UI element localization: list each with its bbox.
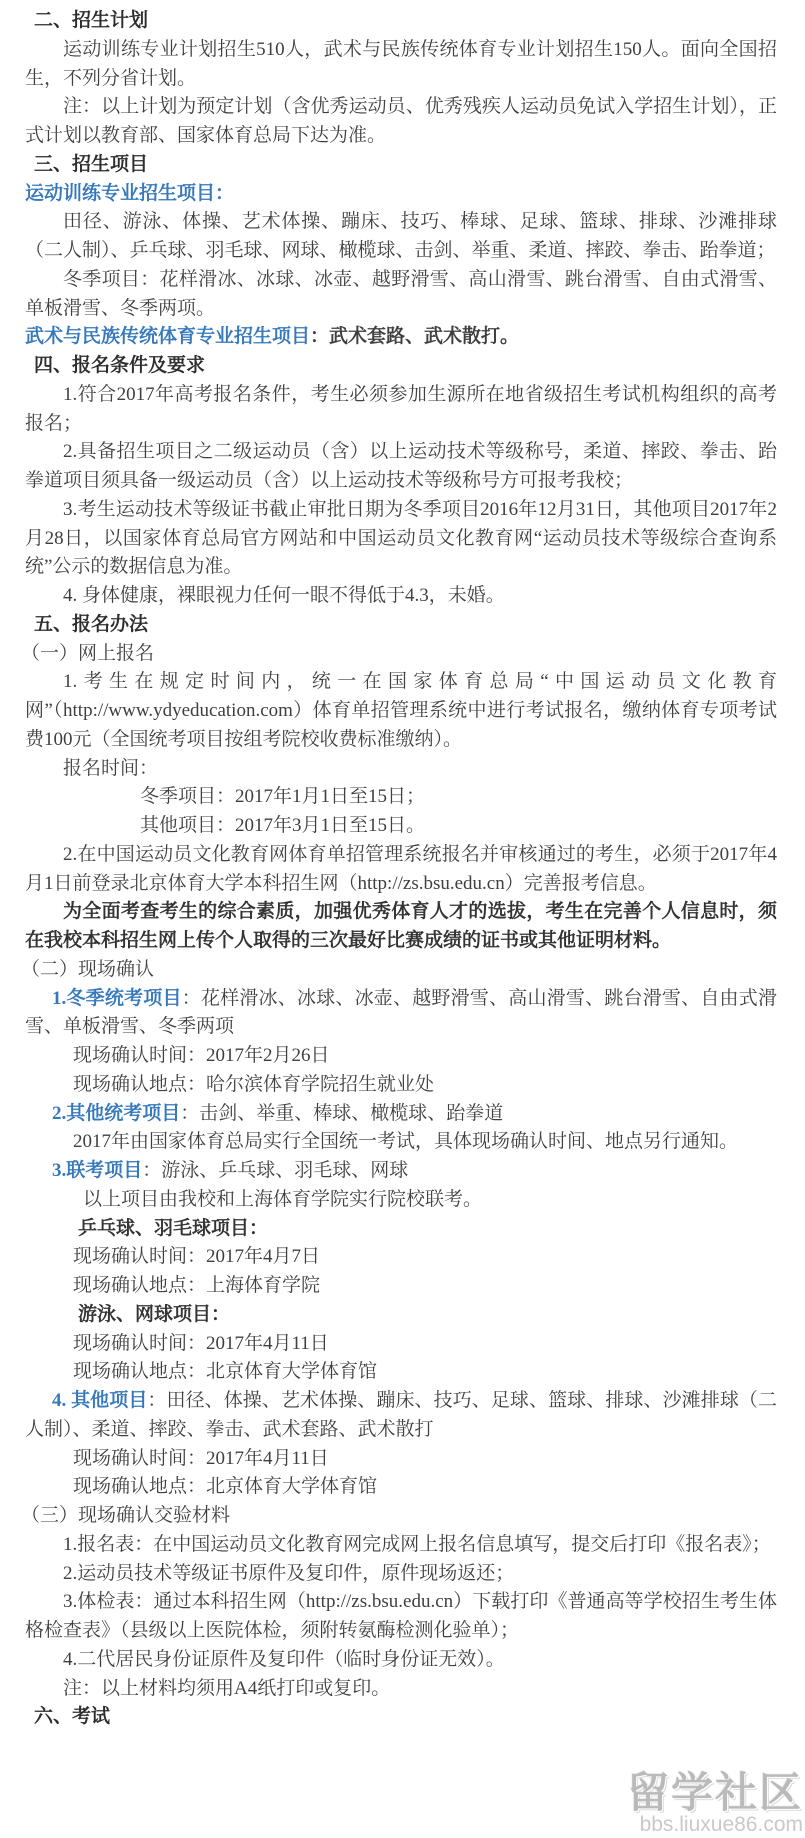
highlighted-text: 武术与民族传统体育专业招生项目	[25, 326, 311, 348]
text-run: （二）现场确认	[21, 958, 155, 980]
text-run: 运动训练专业计划招生510人，武术与民族传统体育专业计划招生150人。面向全国招生，不列分省计划。	[25, 38, 777, 89]
date-line	[140, 783, 777, 812]
text-run: ：击剑、举重、棒球、橄榄球、跆拳道	[180, 1102, 504, 1124]
highlighted-text: 1.冬季统考项目	[52, 987, 182, 1009]
confirm-line	[73, 1473, 777, 1502]
text-run: 冬季项目：2017年1月1日至15日；	[140, 786, 426, 808]
paragraph	[25, 266, 777, 324]
text-run: 游泳、网球项目：	[78, 1303, 231, 1325]
text-run: 报名时间：	[63, 757, 159, 779]
text-run: 其他项目：2017年3月1日至15日。	[140, 815, 426, 836]
section-heading	[34, 352, 777, 381]
text-run: 四、报名条件及要求	[34, 355, 206, 376]
text-run: 以上项目由我校和上海体育学院实行院校联考。	[83, 1188, 483, 1210]
text-run: 2.运动员技术等级证书原件及复印件，原件现场返还；	[63, 1562, 515, 1584]
numbered-item	[25, 1157, 777, 1186]
text-run: 现场确认时间：2017年4月7日	[73, 1246, 321, 1268]
text-run: （三）现场确认交验材料	[21, 1505, 231, 1526]
paragraph	[25, 93, 777, 151]
text-run: 五、报名办法	[34, 613, 149, 635]
text-run: （一）网上报名	[21, 642, 155, 664]
confirm-line	[73, 1358, 777, 1387]
numbered-item	[25, 1100, 777, 1129]
paragraph	[25, 496, 777, 582]
text-run: 1.考生在规定时间内，统一在国家体育总局“中国运动员文化教育网”（http://www.ydyeducation.com）体育单招管理系统中进行考试报名，缴纳体育专项考试费100元（全国统考项目按组考院校收费标准缴纳）。	[25, 671, 777, 750]
text-run: 冬季项目：花样滑冰、冰球、冰壶、越野滑雪、高山滑雪、跳台滑雪、自由式滑雪、单板滑雪、冬季两项。	[25, 268, 777, 319]
text-run: 4.二代居民身份证原件及复印件（临时身份证无效）。	[63, 1648, 505, 1670]
text-run: ：花样滑冰、冰球、冰壶、越野滑雪、高山滑雪、跳台滑雪、自由式滑雪、单板滑雪、冬季两项	[25, 987, 777, 1038]
confirm-line	[73, 1445, 777, 1474]
text-run: 3.体检表：通过本科招生网（http://zs.bsu.edu.cn）下载打印《普通高等学校招生考生体格检查表》（县级以上医院体检，须附转氨酶检测化验单）；	[25, 1591, 777, 1641]
paragraph	[25, 36, 777, 94]
numbered-item	[25, 1387, 777, 1445]
paragraph	[83, 1186, 777, 1215]
text-run: 1.报名表：在中国运动员文化教育网完成网上报名信息填写，提交后打印《报名表》；	[63, 1533, 771, 1555]
notice-paragraph	[25, 898, 777, 956]
text-run: 现场确认地点：上海体育学院	[73, 1275, 321, 1296]
paragraph	[25, 438, 777, 496]
sub-heading	[21, 640, 777, 669]
paragraph	[25, 1560, 777, 1589]
section-heading	[34, 611, 777, 640]
text-run: 现场确认地点：北京体育大学体育馆	[73, 1361, 378, 1383]
confirm-line	[73, 1272, 777, 1301]
text-run: 三、招生项目	[34, 153, 149, 175]
section-heading	[34, 1703, 777, 1732]
paragraph	[25, 1531, 777, 1560]
sub-heading	[21, 956, 777, 985]
event-subheading	[78, 1215, 777, 1244]
text-run: 二、招生计划	[34, 10, 149, 31]
subsection-heading	[25, 180, 777, 209]
text-run: 现场确认时间：2017年2月26日	[73, 1045, 330, 1066]
watermark	[626, 1769, 803, 1836]
text-run: 4. 身体健康，裸眼视力任何一眼不得低于4.3，未婚。	[63, 585, 505, 606]
date-line	[140, 812, 777, 841]
text-run: 注：以上计划为预定计划（含优秀运动员、优秀残疾人运动员免试入学招生计划），正式计划以教育部、国家体育总局下达为准。	[25, 96, 777, 146]
text-run: ：武术套路、武术散打。	[310, 326, 520, 348]
confirm-line	[73, 1243, 777, 1272]
paragraph	[25, 1646, 777, 1675]
text-run: 现场确认地点：北京体育大学体育馆	[73, 1476, 378, 1498]
paragraph	[25, 755, 777, 784]
section-heading	[34, 7, 777, 36]
confirm-line	[73, 1330, 777, 1359]
text-run: 田径、游泳、体操、艺术体操、蹦床、技巧、棒球、足球、篮球、排球、沙滩排球（二人制）、乒乓球、羽毛球、网球、橄榄球、击剑、举重、柔道、摔跤、拳击、跆拳道；	[25, 211, 777, 261]
text-run: 注：以上材料均须用A4纸打印或复印。	[63, 1677, 391, 1699]
highlighted-text: 2.其他统考项目	[52, 1102, 181, 1124]
text-run: 现场确认时间：2017年4月11日	[73, 1447, 329, 1469]
text-run: 2017年由国家体育总局实行全国统一考试，具体现场确认时间、地点另行通知。	[73, 1131, 739, 1153]
text-run: 现场确认地点：哈尔滨体育学院招生就业处	[73, 1073, 435, 1095]
paragraph	[25, 668, 777, 754]
text-run: ：田径、体操、艺术体操、蹦床、技巧、足球、篮球、排球、沙滩排球（二人制）、柔道、摔跤、拳击、武术套路、武术散打	[25, 1390, 777, 1440]
numbered-item	[25, 985, 777, 1043]
subsection-heading	[25, 323, 777, 352]
text-run: ：游泳、乒乓球、羽毛球、网球	[142, 1160, 409, 1181]
watermark-url: bbs.liuxue86.com	[639, 1813, 803, 1836]
paragraph	[25, 1128, 777, 1157]
text-run: 2.在中国运动员文化教育网体育单招管理系统报名并审核通过的考生，必须于2017年4月1日前登录北京体育大学本科招生网（http://zs.bsu.edu.cn）完善报考信息。	[25, 843, 777, 894]
text-run: 六、考试	[34, 1706, 111, 1728]
paragraph	[25, 841, 777, 899]
paragraph	[25, 1675, 777, 1704]
paragraph	[25, 381, 777, 439]
text-run: 2.具备招生项目之二级运动员（含）以上运动技术等级称号，柔道、摔跤、拳击、跆拳道项目须具备一级运动员（含）以上运动技术等级称号方可报考我校；	[25, 441, 777, 491]
section-heading	[34, 151, 777, 180]
confirm-line	[73, 1071, 777, 1100]
text-run: 为全面考查考生的综合素质，加强优秀体育人才的选拔，考生在完善个人信息时，须在我校本科招生网上传个人取得的三次最好比赛成绩的证书或其他证明材料。	[25, 901, 777, 951]
text-run: 3.考生运动技术等级证书截止审批日期为冬季项目2016年12月31日，其他项目2017年2月28日，以国家体育总局官方网站和中国运动员文化教育网“运动员技术等级综合查询系统”公示的数据信息为准。	[25, 498, 777, 578]
text-run: 1.符合2017年高考报名条件，考生必须参加生源所在地省级招生考试机构组织的高考报名；	[25, 383, 777, 434]
watermark-logo: 留学社区	[626, 1769, 803, 1816]
confirm-line	[73, 1042, 777, 1071]
highlighted-text: 4. 其他项目	[52, 1390, 148, 1411]
highlighted-text: 3.联考项目	[52, 1160, 143, 1181]
event-subheading	[78, 1301, 777, 1330]
text-run: 现场确认时间：2017年4月11日	[73, 1332, 329, 1354]
paragraph	[25, 582, 777, 611]
highlighted-text: 运动训练专业招生项目：	[25, 182, 235, 204]
paragraph	[25, 208, 777, 266]
paragraph	[25, 1588, 777, 1646]
text-run: 乒乓球、羽毛球项目：	[78, 1217, 269, 1239]
sub-heading	[21, 1502, 777, 1531]
